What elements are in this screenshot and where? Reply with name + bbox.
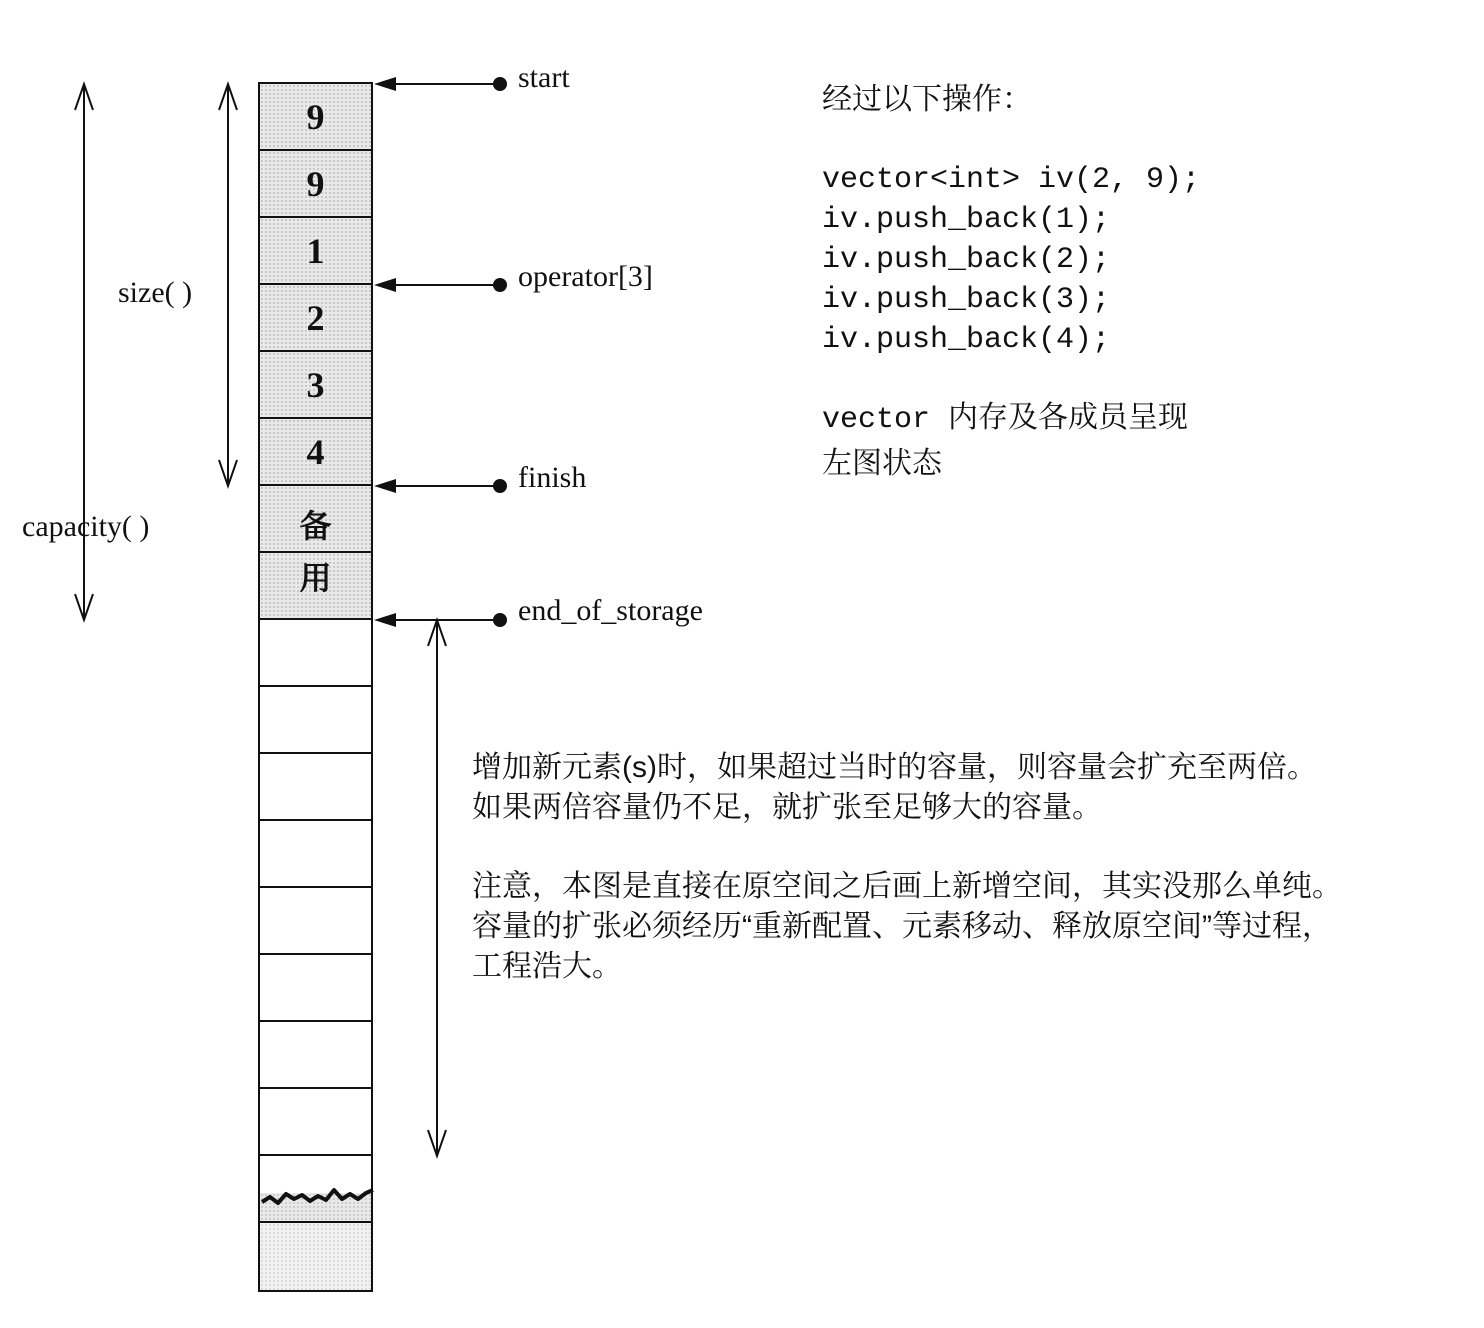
spare-cell-0: 备 bbox=[260, 486, 371, 553]
finish-pointer-dot bbox=[493, 479, 507, 493]
start-label: start bbox=[518, 61, 570, 94]
start-pointer-dot bbox=[493, 77, 507, 91]
capacity-range-head-top bbox=[75, 84, 93, 110]
note-line: 注意，本图是直接在原空间之后画上新增空间，其实没那么单纯。 bbox=[472, 870, 1342, 903]
new-space-cell bbox=[260, 620, 371, 687]
caption-line: vector 内存及各成员呈现 bbox=[822, 403, 1189, 437]
end-of-storage-pointer-arrow bbox=[374, 613, 507, 627]
new-space-cell bbox=[260, 1089, 371, 1156]
code-line: iv.push_back(1); bbox=[822, 203, 1111, 237]
element-cell-2: 1 bbox=[260, 218, 371, 285]
element-cell-1: 9 bbox=[260, 151, 371, 218]
caveat-note bbox=[472, 867, 1342, 987]
operator-index-pointer-arrow bbox=[374, 278, 507, 292]
spare-cell-1: 用 bbox=[260, 553, 371, 620]
code-line: iv.push_back(2); bbox=[822, 243, 1111, 277]
note-line: 增加新元素(s)时，如果超过当时的容量，则容量会扩充至两倍。 bbox=[472, 751, 1317, 784]
code-line: iv.push_back(3); bbox=[822, 283, 1111, 317]
start-pointer-head bbox=[374, 77, 396, 91]
new-space-cell bbox=[260, 821, 371, 888]
new-space-cell bbox=[260, 687, 371, 754]
new-space-cell bbox=[260, 888, 371, 955]
note-line: 工程浩大。 bbox=[472, 950, 622, 983]
end-of-storage-pointer-dot bbox=[493, 613, 507, 627]
caption-line: 左图状态 bbox=[822, 447, 942, 480]
code-line: vector<int> iv(2, 9); bbox=[822, 163, 1201, 197]
finish-pointer-head bbox=[374, 479, 396, 493]
new-space-range-arrow bbox=[428, 620, 446, 1156]
note-line: 如果两倍容量仍不足，就扩张至足够大的容量。 bbox=[472, 791, 1102, 824]
end-of-storage-pointer-head bbox=[374, 613, 396, 627]
capacity-label: capacity( ) bbox=[22, 510, 150, 543]
growth-note bbox=[472, 748, 1317, 828]
operator-index-label: operator[3] bbox=[518, 260, 653, 293]
element-cell-5: 4 bbox=[260, 419, 371, 486]
finish-pointer-arrow bbox=[374, 479, 507, 493]
size-range-head-bottom bbox=[219, 460, 237, 486]
tail-cell bbox=[260, 1223, 371, 1290]
size-range-arrow bbox=[219, 84, 237, 486]
code-block bbox=[822, 160, 1200, 360]
new-space-cell bbox=[260, 955, 371, 1022]
finish-label: finish bbox=[518, 461, 587, 494]
element-cell-4: 3 bbox=[260, 352, 371, 419]
new-space-cell bbox=[260, 754, 371, 821]
operations-heading: 经过以下操作： bbox=[822, 83, 1032, 116]
vector-memory-stack bbox=[258, 82, 373, 1292]
torn-cell bbox=[260, 1156, 371, 1223]
end-of-storage-label: end_of_storage bbox=[518, 594, 703, 627]
operator-index-pointer-dot bbox=[493, 278, 507, 292]
new-space-cell bbox=[260, 1022, 371, 1089]
new-space-range-head-top bbox=[428, 620, 446, 646]
code-line: iv.push_back(4); bbox=[822, 323, 1111, 357]
size-range-head-top bbox=[219, 84, 237, 110]
capacity-range-head-bottom bbox=[75, 594, 93, 620]
start-pointer-arrow bbox=[374, 77, 507, 91]
note-line: 容量的扩张必须经历“重新配置、元素移动、释放原空间”等过程， bbox=[472, 910, 1332, 943]
operator-index-pointer-head bbox=[374, 278, 396, 292]
element-cell-3: 2 bbox=[260, 285, 371, 352]
state-caption bbox=[822, 398, 1188, 486]
new-space-range-head-bottom bbox=[428, 1130, 446, 1156]
size-label: size( ) bbox=[118, 276, 193, 309]
element-cell-0: 9 bbox=[260, 84, 371, 151]
